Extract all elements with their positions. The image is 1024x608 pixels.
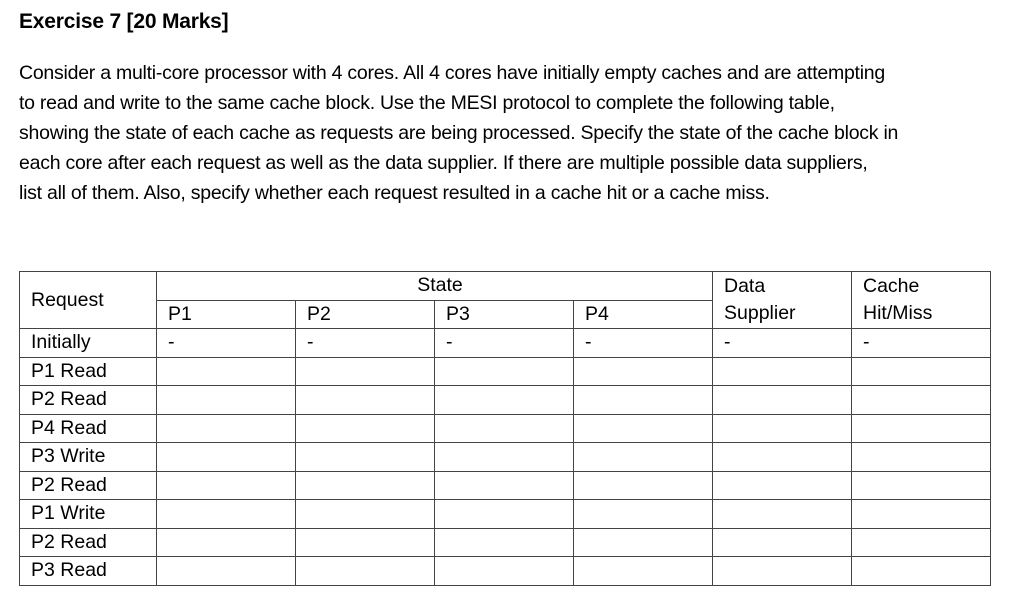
p3-state-cell[interactable] (435, 386, 574, 415)
p4-state-cell[interactable] (574, 357, 713, 386)
p2-state-cell: - (296, 329, 435, 358)
p3-state-cell[interactable] (435, 471, 574, 500)
paragraph-line: showing the state of each cache as requests are being processed. Specify the state of the cache block in (19, 122, 899, 144)
header-p1: P1 (157, 300, 296, 329)
p3-state-cell[interactable] (435, 414, 574, 443)
header-request: Request (20, 272, 157, 329)
p3-state-cell[interactable] (435, 500, 574, 529)
header-p4: P4 (574, 300, 713, 329)
p1-state-cell[interactable] (157, 500, 296, 529)
paragraph-line: to read and write to the same cache block. Use the MESI protocol to complete the following table, (19, 92, 835, 114)
hit-miss-cell[interactable] (852, 386, 991, 415)
paragraph-line: each core after each request as well as the data supplier. If there are multiple possible data suppliers, (19, 152, 868, 174)
paragraph-line: Consider a multi-core processor with 4 cores. All 4 cores have initially empty caches and are attempting (19, 62, 885, 84)
p3-state-cell[interactable] (435, 357, 574, 386)
p4-state-cell[interactable] (574, 443, 713, 472)
p2-state-cell[interactable] (296, 471, 435, 500)
data-supplier-cell: - (713, 329, 852, 358)
hit-miss-cell[interactable] (852, 443, 991, 472)
hit-miss-cell[interactable] (852, 414, 991, 443)
header-data-supplier-line2: Supplier (724, 302, 796, 324)
hit-miss-cell: - (852, 329, 991, 358)
p2-state-cell[interactable] (296, 443, 435, 472)
header-data-supplier (713, 272, 852, 329)
data-supplier-cell[interactable] (713, 471, 852, 500)
p4-state-cell[interactable] (574, 557, 713, 586)
header-cache-line1: Cache (863, 275, 920, 297)
table-row (20, 443, 991, 472)
request-cell: P2 Read (20, 471, 157, 500)
data-supplier-cell[interactable] (713, 386, 852, 415)
paragraph-line: list all of them. Also, specify whether each request resulted in a cache hit or a cache miss. (19, 182, 770, 204)
table-row (20, 528, 991, 557)
table-row-initially (20, 329, 991, 358)
mesi-table (19, 271, 991, 586)
request-cell: Initially (20, 329, 157, 358)
data-supplier-cell[interactable] (713, 443, 852, 472)
data-supplier-cell[interactable] (713, 557, 852, 586)
p4-state-cell[interactable] (574, 471, 713, 500)
p4-state-cell[interactable] (574, 414, 713, 443)
header-p3: P3 (435, 300, 574, 329)
table-row (20, 557, 991, 586)
p4-state-cell[interactable] (574, 386, 713, 415)
p1-state-cell[interactable] (157, 471, 296, 500)
p2-state-cell[interactable] (296, 500, 435, 529)
table-row (20, 414, 991, 443)
p4-state-cell: - (574, 329, 713, 358)
hit-miss-cell[interactable] (852, 471, 991, 500)
exercise-paragraph (19, 58, 1004, 208)
hit-miss-cell[interactable] (852, 528, 991, 557)
data-supplier-cell[interactable] (713, 414, 852, 443)
table-row (20, 357, 991, 386)
p1-state-cell: - (157, 329, 296, 358)
header-cache-hit-miss (852, 272, 991, 329)
p3-state-cell[interactable] (435, 443, 574, 472)
header-p2: P2 (296, 300, 435, 329)
header-state: State (157, 272, 713, 301)
data-supplier-cell[interactable] (713, 357, 852, 386)
exercise-title: Exercise 7 [20 Marks] (19, 10, 229, 33)
request-cell: P1 Read (20, 357, 157, 386)
header-cache-line2: Hit/Miss (863, 302, 933, 324)
request-cell: P3 Write (20, 443, 157, 472)
p1-state-cell[interactable] (157, 357, 296, 386)
hit-miss-cell[interactable] (852, 500, 991, 529)
table-row (20, 471, 991, 500)
p1-state-cell[interactable] (157, 443, 296, 472)
p3-state-cell[interactable] (435, 557, 574, 586)
p1-state-cell[interactable] (157, 557, 296, 586)
p1-state-cell[interactable] (157, 386, 296, 415)
hit-miss-cell[interactable] (852, 557, 991, 586)
p1-state-cell[interactable] (157, 528, 296, 557)
p4-state-cell[interactable] (574, 500, 713, 529)
p2-state-cell[interactable] (296, 357, 435, 386)
table-row (20, 386, 991, 415)
p2-state-cell[interactable] (296, 557, 435, 586)
p2-state-cell[interactable] (296, 386, 435, 415)
p3-state-cell: - (435, 329, 574, 358)
request-cell: P1 Write (20, 500, 157, 529)
p2-state-cell[interactable] (296, 528, 435, 557)
request-cell: P2 Read (20, 528, 157, 557)
request-cell: P3 Read (20, 557, 157, 586)
p1-state-cell[interactable] (157, 414, 296, 443)
p3-state-cell[interactable] (435, 528, 574, 557)
request-cell: P4 Read (20, 414, 157, 443)
table-row (20, 500, 991, 529)
header-data-supplier-line1: Data (724, 275, 766, 297)
data-supplier-cell[interactable] (713, 528, 852, 557)
header-row-1 (20, 272, 991, 301)
request-cell: P2 Read (20, 386, 157, 415)
hit-miss-cell[interactable] (852, 357, 991, 386)
p4-state-cell[interactable] (574, 528, 713, 557)
p2-state-cell[interactable] (296, 414, 435, 443)
data-supplier-cell[interactable] (713, 500, 852, 529)
